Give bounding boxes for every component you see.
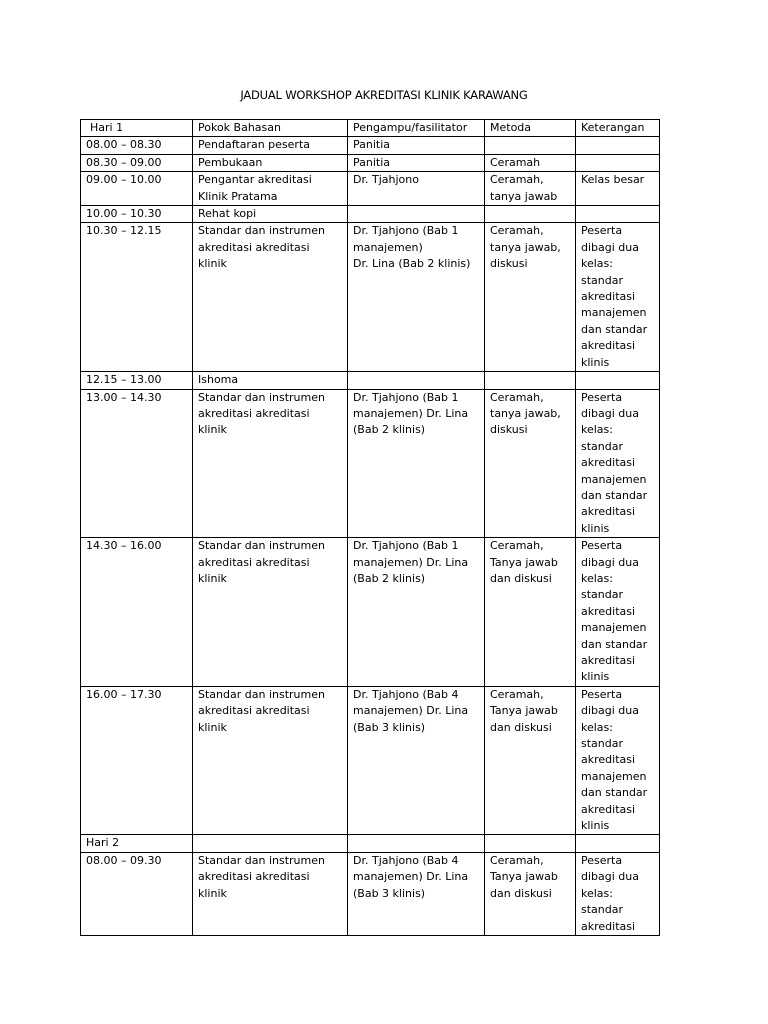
table-cell-topic (193, 835, 348, 852)
table-row (81, 154, 660, 171)
table-cell-note: Peserta dibagi dua kelas: standar akreditasi (576, 852, 660, 935)
table-cell-time: Hari 2 (81, 835, 193, 852)
table-cell-time: 08.00 – 09.30 (81, 852, 193, 935)
table-cell-speaker: Panitia (348, 137, 485, 154)
table-cell-note: Peserta dibagi dua kelas: standar akreditasi manajemen dan standar akreditasi klinis (576, 223, 660, 372)
table-cell-time: 08.30 – 09.00 (81, 154, 193, 171)
table-row (81, 223, 660, 372)
table-cell-speaker: Dr. Tjahjono (348, 172, 485, 206)
document-title: JADUAL WORKSHOP AKREDITASI KLINIK KARAWANG (240, 88, 528, 102)
header-cell-topic: Pokok Bahasan (193, 120, 348, 137)
header-cell-method: Metoda (485, 120, 576, 137)
table-cell-topic: Standar dan instrumen akreditasi akreditasi klinik (193, 223, 348, 372)
table-cell-time: 16.00 – 17.30 (81, 686, 193, 835)
table-cell-note (576, 835, 660, 852)
header-cell-note: Keterangan (576, 120, 660, 137)
table-cell-method: Ceramah, Tanya jawab dan diskusi (485, 852, 576, 935)
table-cell-note (576, 137, 660, 154)
table-cell-method (485, 206, 576, 223)
table-cell-method (485, 372, 576, 389)
table-cell-note (576, 154, 660, 171)
table-cell-speaker (348, 206, 485, 223)
table-cell-speaker: Dr. Tjahjono (Bab 1 manajemen) Dr. Lina (Bab 2 klinis) (348, 223, 485, 372)
table-cell-time: 08.00 – 08.30 (81, 137, 193, 154)
table-cell-time: 14.30 – 16.00 (81, 538, 193, 687)
table-cell-note (576, 372, 660, 389)
table-cell-topic: Standar dan instrumen akreditasi akreditasi klinik (193, 389, 348, 538)
table-row (81, 372, 660, 389)
table-cell-note: Peserta dibagi dua kelas: standar akreditasi manajemen dan standar akreditasi klinis (576, 686, 660, 835)
table-row (81, 389, 660, 538)
table-cell-time: 09.00 – 10.00 (81, 172, 193, 206)
table-cell-topic: Rehat kopi (193, 206, 348, 223)
table-cell-topic: Pendaftaran peserta (193, 137, 348, 154)
table-cell-note (576, 206, 660, 223)
table-cell-speaker: Panitia (348, 154, 485, 171)
table-cell-time: 13.00 – 14.30 (81, 389, 193, 538)
table-row (81, 835, 660, 852)
table-row (81, 137, 660, 154)
table-cell-method (485, 137, 576, 154)
table-cell-time: 10.00 – 10.30 (81, 206, 193, 223)
table-cell-method: Ceramah, Tanya jawab dan diskusi (485, 538, 576, 687)
table-cell-method: Ceramah, tanya jawab, diskusi (485, 389, 576, 538)
table-cell-note: Kelas besar (576, 172, 660, 206)
table-cell-method: Ceramah (485, 154, 576, 171)
table-cell-speaker (348, 372, 485, 389)
table-cell-speaker: Dr. Tjahjono (Bab 1 manajemen) Dr. Lina (Bab 2 klinis) (348, 389, 485, 538)
table-row (81, 172, 660, 206)
table-cell-topic: Standar dan instrumen akreditasi akreditasi klinik (193, 686, 348, 835)
table-cell-method: Ceramah, Tanya jawab dan diskusi (485, 686, 576, 835)
table-cell-method: Ceramah, tanya jawab (485, 172, 576, 206)
table-cell-topic: Standar dan instrumen akreditasi akreditasi klinik (193, 538, 348, 687)
table-cell-time: 12.15 – 13.00 (81, 372, 193, 389)
schedule-table-body (81, 120, 660, 936)
table-cell-time: 10.30 – 12.15 (81, 223, 193, 372)
table-cell-topic: Ishoma (193, 372, 348, 389)
table-cell-topic: Pengantar akreditasi Klinik Pratama (193, 172, 348, 206)
table-cell-speaker: Dr. Tjahjono (Bab 4 manajemen) Dr. Lina (Bab 3 klinis) (348, 852, 485, 935)
header-cell-speaker: Pengampu/fasilitator (348, 120, 485, 137)
table-cell-speaker: Dr. Tjahjono (Bab 1 manajemen) Dr. Lina (Bab 2 klinis) (348, 538, 485, 687)
table-row (81, 206, 660, 223)
table-header-row (81, 120, 660, 137)
table-row (81, 686, 660, 835)
table-cell-note: Peserta dibagi dua kelas: standar akreditasi manajemen dan standar akreditasi klinis (576, 538, 660, 687)
table-cell-method (485, 835, 576, 852)
table-row (81, 538, 660, 687)
table-cell-method: Ceramah, tanya jawab, diskusi (485, 223, 576, 372)
header-cell-day: Hari 1 (81, 120, 193, 137)
table-row (81, 852, 660, 935)
table-cell-topic: Pembukaan (193, 154, 348, 171)
table-cell-note: Peserta dibagi dua kelas: standar akreditasi manajemen dan standar akreditasi klinis (576, 389, 660, 538)
table-cell-topic: Standar dan instrumen akreditasi akreditasi klinik (193, 852, 348, 935)
schedule-table (80, 119, 660, 936)
table-cell-speaker (348, 835, 485, 852)
table-cell-speaker: Dr. Tjahjono (Bab 4 manajemen) Dr. Lina (Bab 3 klinis) (348, 686, 485, 835)
